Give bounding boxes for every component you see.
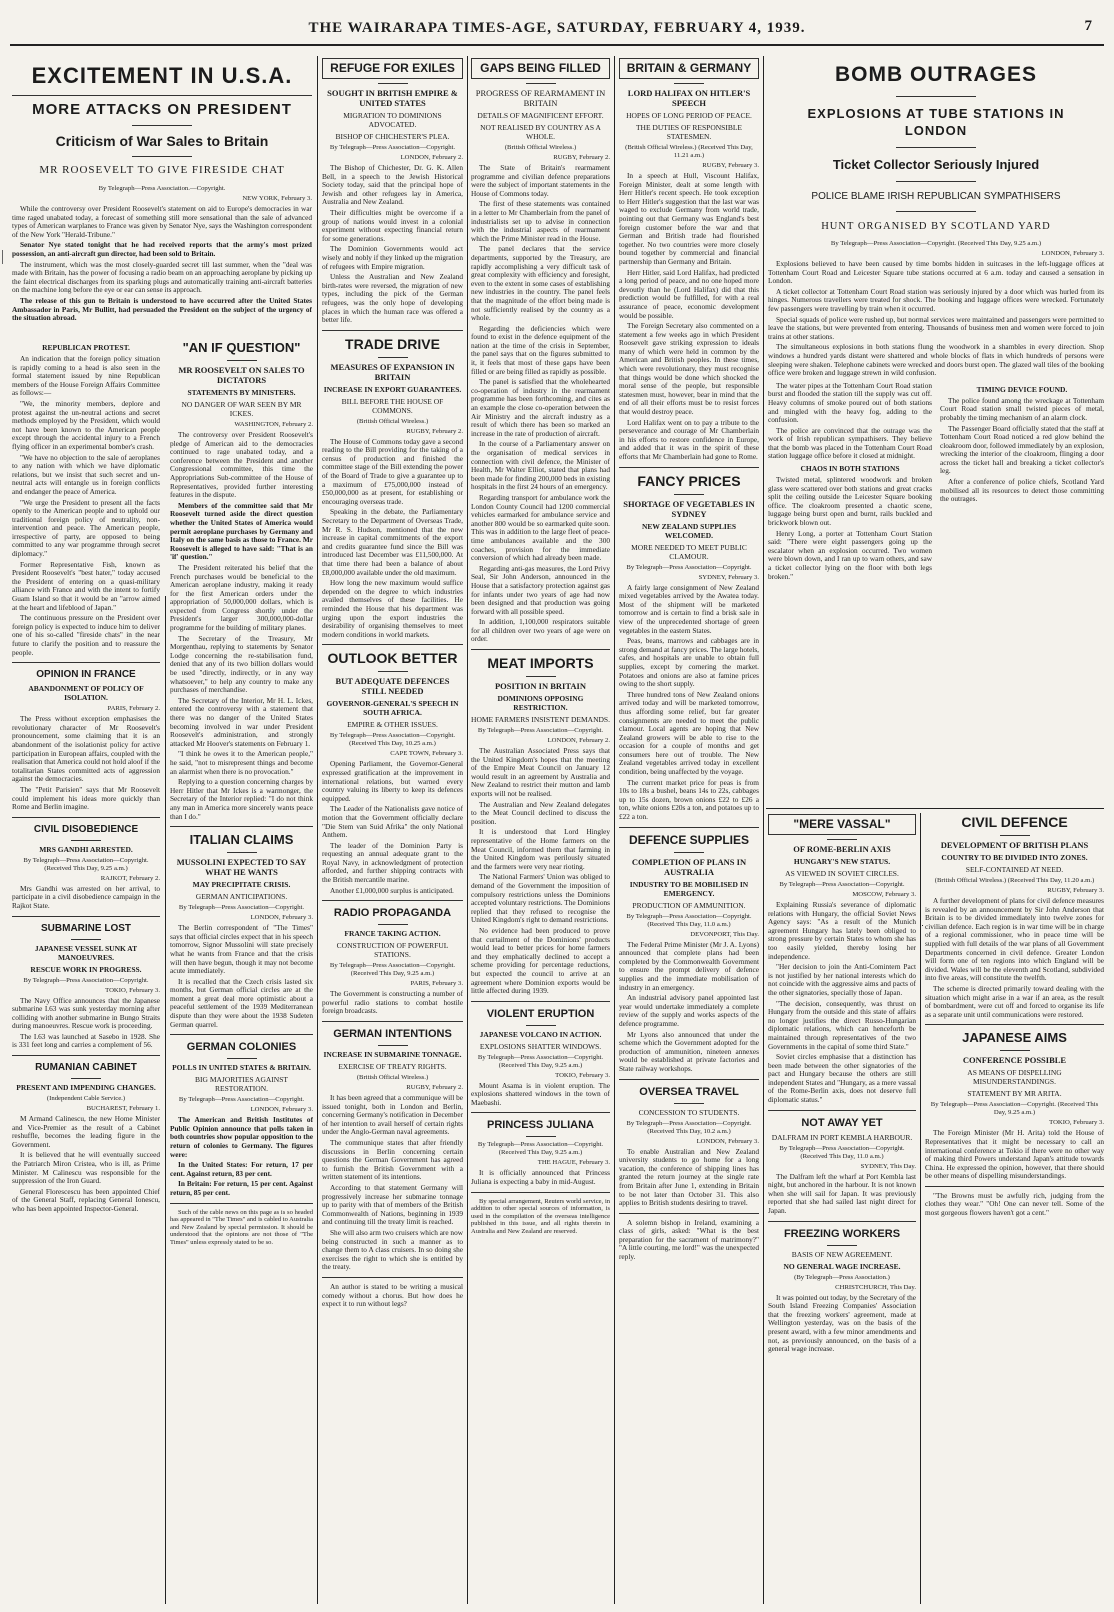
paragraph: "We urge the President to present all the facts openly to the American people and to uphold our traditional foreign policy of neutrality, non-intervention and peace. The American people, irrespective of party, are opposed to being committed to any war programme through secret diplomacy.": [12, 497, 160, 559]
paragraph: Unless the Australian and New Zealand birth-rates were reversed, the migration of new types, including the pick of the German refugees, was the only hope of developing places in which the human race was offered a better life.: [322, 272, 463, 325]
credit-line: By Telegraph—Press Association—Copyright. (Received This Day, 11.0 a.m.): [626, 912, 752, 928]
subhead: PROGRESS OF REARMAMENT IN BRITAIN: [475, 88, 606, 108]
reuters-notice: By special arrangement, Reuters world service, in addition to other special sources of information, is used in the compilation of the overseas intelligence published in this issue, and all rights therein in Australia and New Zealand are reserved.: [471, 1197, 610, 1236]
column-rule: [165, 596, 166, 1604]
paragraph: "We have no objection to the sale of aeroplanes to any nation with which we have diplomatic relations, but we insist that such secret and un-neutral acts will entangle us in foreign conflicts and endanger the peace of America.: [12, 452, 160, 496]
story-headline: OUTLOOK BETTER: [327, 650, 458, 667]
subhead: PRESENT AND IMPENDING CHANGES.: [16, 1083, 156, 1093]
subhead: COUNTRY TO BE DIVIDED INTO ZONES.: [941, 853, 1088, 862]
paragraph: The communique states that after friendly discussions in Berlin concerning certain questions the German Government has agreed to furnish the British Government with a written statement of its intentions.: [322, 1138, 463, 1182]
paragraph: Regarding transport for ambulance work the London County Council had 1200 commercial vehicles earmarked for ambulance service and another 800 would be so earmarked quite soon. This was in addition to the large fleet of peace-time ambulances available and the 300 coaches, provision for the immediate conversion of which had already been made.: [471, 492, 610, 563]
credit-line: (British Official Wireless.): [504, 144, 577, 151]
paragraph: Soviet circles emphasise that a distinction has been made between the other signatories of the pact and Hungary because the others are still independent States and "Hungary, as a mere vassal of the Rome-Berlin axis, does not deserve full diplomatic status.": [768, 1052, 916, 1105]
subhead: JAPANESE VESSEL SUNK AT MANOEUVRES.: [34, 943, 138, 962]
lead-deck: MORE ATTACKS ON PRESIDENT: [32, 101, 292, 118]
paragraph: The first of these statements was contained in a letter to Mr Chamberlain from the panel of industrialists set up to advise in connection with the industrial aspects of rearmament which the Prime Minister read in the House.: [471, 199, 610, 243]
subhead: NO GENERAL WAGE INCREASE.: [783, 1261, 901, 1271]
paragraph: Herr Hitler, said Lord Halifax, had predicted a long period of peace, and no one hoped more devoutly than he (Lord Halifax) did that this prediction would be fulfilled, for with a real assurance of peace, economic development would be possible.: [619, 267, 759, 320]
subhead: MAY PRECIPITATE CRISIS.: [192, 880, 291, 890]
subhead: NOT REALISED BY COUNTRY AS A WHOLE.: [480, 123, 601, 141]
subhead: GOVERNOR-GENERAL'S SPEECH IN SOUTH AFRICA.: [326, 699, 459, 718]
credit-line: By Telegraph—Press Association—Copyright.: [626, 563, 752, 571]
paragraph: Senator Nye stated tonight that he had received reports that the army's most prized possession, an anti-aircraft gun director, had been sold to Britain.: [12, 240, 312, 258]
subhead: FRANCE TAKING ACTION.: [344, 929, 441, 939]
story-headline: OPINION IN FRANCE: [36, 669, 136, 681]
credit-line: By Telegraph—Press Association—Copyright. (Received This Day, 9.25 a.m.): [477, 1053, 604, 1069]
credit-line: By Telegraph—Press Association—Copyright.: [329, 144, 456, 151]
paragraph: Former Representative Fish, known as President Roosevelt's "best hater," today accused the President of entering on a quasi-military alliance with France and with the intent to fortify Guam Island so that it would be an "arrow aimed at the heart and lifeblood of Japan.": [12, 559, 160, 612]
subhead: MEASURES OF EXPANSION IN BRITAIN: [330, 361, 455, 382]
dateline: TOKIO, February 3.: [555, 1071, 610, 1079]
paragraph: The Bishop of Chichester, Dr. G. K. Allen Bell, in a speech to the Jewish Historical Society today, said that the principal hope of Jewish and other refugees lay in America, Australia and New Zealand.: [322, 163, 463, 207]
subhead: NEW ZEALAND SUPPLIES WELCOMED.: [641, 521, 737, 540]
paragraph: Opening Parliament, the Governor-General expressed gratification at the improvement in international relations, but warned every country valuing its liberty to keep its defences equipped.: [322, 759, 463, 803]
paragraph: The "Petit Parisien" says that Mr Roosevelt could implement his ideas more quickly than Rome and Berlin imagine.: [12, 784, 160, 812]
paragraph: The panel is satisfied that the wholehearted co-operation of industry in the rearmament programme has been forthcoming, and cites as an example the close co-operation between the Air Ministry and the aircraft industry as a result of which there has been so marked an increase in the rate of production of aircraft.: [471, 377, 610, 438]
story-headline: GAPS BEING FILLED: [471, 58, 610, 79]
paragraph: The Secretary of the Interior, Mr H. L. Ickes, entered the controversy with a statement that there was no danger of the United States becoming involved in war under President Roosevelt's administration, and strongly attacked Mr Hoover's statements on February 1.: [170, 695, 313, 748]
story-headline: FREEZING WORKERS: [783, 1227, 901, 1240]
paragraph: Lord Halifax went on to pay a tribute to the perseverance and courage of Mr Chamberlain in his efforts to restore confidence in Europe, and added that it was in the spirit of these efforts that Mr Chamberlain had gone to Rome.: [619, 417, 759, 461]
paragraph: The Passenger Board officially stated that the staff at Tottenham Court Road noticed a red glow behind the cloakroom door, followed immediately by an explosion, wrecking the interior of the cloakroom, flinging a door across the ticket hall and breaking a ticket collector's leg.: [940, 423, 1104, 476]
paragraph: The I.63 was launched at Sasebo in 1928. She is 331 feet long and carries a complement of 56.: [12, 1031, 160, 1050]
credit-line: By Telegraph—Press Association—Copyright. (Received This Day, 10.25 a.m.): [329, 732, 456, 748]
paragraph: According to that statement Germany will progressively increase her submarine tonnage up to parity with that of members of the British Commonwealth of Nations, beginning in 1939 and continuing till the treaty limit is reached.: [322, 1182, 463, 1227]
paragraph: Three hundred tons of New Zealand onions arrived today and will be marketed tomorrow, thus affording some relief, but far greater consignments are needed to meet the public clamour. Local agents are hoping that New Zealand growers will be able to rise to the occasion for a couple of months and get consumers here out of trouble. The New Zealand vegetables arrived today in excellent condition, being unaffected by the voyage.: [619, 689, 759, 777]
subhead: RESCUE WORK IN PROGRESS.: [30, 964, 142, 974]
story-headline: NOT AWAY YET: [801, 1116, 883, 1129]
subhead: DOMINIONS OPPOSING RESTRICTION.: [497, 694, 584, 713]
paragraph: The water pipes at the Tottenham Court Road station burst and flooded the station till the supply was cut off. Heavy columns of smoke poured out of both stations and mingled with the heavy fog, adding to the confusion.: [768, 380, 932, 425]
story-headline: FANCY PRICES: [637, 472, 741, 489]
subhead: COMPLETION OF PLANS IN AUSTRALIA: [631, 856, 747, 877]
dateline: SYDNEY, February 3.: [698, 573, 759, 581]
story-headline: RADIO PROPAGANDA: [333, 907, 452, 920]
subhead: EXPLOSIONS SHATTER WINDOWS.: [479, 1041, 602, 1051]
paragraph: A ticket collector at Tottenham Court Road station was seriously injured by a door which was hurled from its hinges. Numerous travellers were treated for shock. The booking and luggage offices were wrecked. Fortunately few passengers were travelling by train when it occurred.: [768, 286, 1104, 313]
story-headline: MEAT IMPORTS: [487, 655, 594, 672]
paragraph: While the controversy over President Roosevelt's statement on aid to Europe's democracies in war time raged unabated today, a forecast of something still more sensational than the sale of advanced types of American warplanes to France was given by Senator Nye, says the Washington correspondent of the New York "Herald-Tribune.": [12, 204, 312, 239]
paragraph: No evidence had been produced to prove that curtailment of the Dominions' products would lead to better prices for home farmers and they emphatically declined to accept a scheme providing for percentage reductions, but expected the council to arrive at an agreement where Dominion exports would be little affected during 1939.: [471, 925, 610, 996]
story-headline: OVERSEA TRAVEL: [639, 1085, 739, 1098]
paragraph: It is believed that he will eventually succeed the Patriarch Miron Cristea, who is ill, as Prime Minister. M Calinescu was responsible for the suppression of the Iron Guard.: [12, 1150, 160, 1186]
paragraph: Twisted metal, splintered woodwork and broken glass were scattered over both stations and great cracks split the ceiling outside the Leicester Square booking office. The cloakroom presented a chaotic scene, luggage being burst open and burnt, rails buckled and brickwork blown out.: [768, 475, 932, 528]
paragraph: The Secretary of the Treasury, Mr Morgenthau, replying to statements by Senator Lodge concerning the re-stabilisation fund, denied that any of its two billion dollars would be used "directly, indirectly, or in any way whatsoever," to help any country to make any purchases of merchandise.: [170, 633, 313, 695]
subhead: THE DUTIES OF RESPONSIBLE STATESMEN.: [635, 123, 743, 141]
dateline: PARIS, February 2.: [107, 705, 160, 713]
paragraph: The instrument, which was the most closely-guarded secret till last summer, when the "deal was made with Britain, has the power of focusing a radio beam on an approaching aeroplane by picking up the faint electrical discharges from its sparking plugs and automatically training anti-aircraft batteries on the machine long before the eye or ear can sense its approach.: [12, 259, 312, 295]
dateline: TOKIO, February 3.: [105, 986, 160, 994]
subhead: ABANDONMENT OF POLICY OF ISOLATION.: [28, 684, 144, 703]
paragraph: The release of this gun to Britain is understood to have occurred after the United States Ambassador in Paris, Mr Bullitt, had persuaded the President on the subject of the urgency of the situation abroad.: [12, 295, 312, 323]
lead-deck: MR ROOSEVELT TO GIVE FIRESIDE CHAT: [39, 164, 285, 176]
paragraph: The scheme is directed primarily toward dealing with the situation which might arise in a war if an area, as the result of bombardment, were cut off and forced to organise its life as a separate unit until communications were restored.: [925, 983, 1104, 1019]
paragraph: The current market price for peas is from 10s to 18s a bushel, beans 14s to 22s, cabbages up to 15s dozen, brown onions £22 to £26 a ton, white onions £20s a ton, and potatoes up to £22 a ton.: [619, 777, 759, 822]
paragraph: The National Farmers' Union was obliged to demand of the Government the imposition of compulsory restrictions unless the Dominions accepted voluntary restrictions. The Dominions replied that they refused to recognise the United Kingdom's right to demand restrictions.: [471, 872, 610, 925]
subhead: BILL BEFORE THE HOUSE OF COMMONS.: [341, 396, 444, 415]
paragraph: In Britain: For return, 15 per cent. Against return, 85 per cent.: [170, 1179, 313, 1197]
subhead: HOPES OF LONG PERIOD OF PEACE.: [626, 111, 752, 120]
paragraph: The Dalfram left the wharf at Port Kembla last night, but anchored in the harbour. It is not known when she will sail for Japan. It was previously reported that she had sailed last night direct for Japan.: [768, 1171, 916, 1216]
column-rule: [763, 56, 764, 1604]
subhead: INDUSTRY TO BE MOBILISED IN EMERGENCY.: [629, 879, 749, 898]
paragraph: The continuous pressure on the President over foreign policy is expected to induce him to deliver one of his so-called "fireside chats" in the near future to clarify the position and to reassure the people.: [12, 613, 160, 657]
column-5: [619, 58, 759, 1608]
paragraph: After a conference of police chiefs, Scotland Yard mobilised all its resources to detect those committing the outrages.: [940, 477, 1104, 504]
subhead: POLLS IN UNITED STATES & BRITAIN.: [172, 1063, 311, 1073]
lead-deck: Criticism of War Sales to Britain: [55, 133, 269, 149]
masthead-rule: [10, 44, 1104, 46]
column-3: [322, 58, 463, 1608]
dateline: CAPE TOWN, February 3.: [390, 750, 463, 758]
paragraph: Members of the committee said that Mr Roosevelt turned aside the direct question whether the United States of America would permit aeroplane purchases by Germany and Italy on the same basis as those to France. Mr Roosevelt is alleged to have said: "That is an 'if' question.": [170, 500, 313, 562]
paragraph: Mr Lyons also announced that under the scheme which the Government adopted for the production of ammunition, nineteen annexes would be established at private factories and State railway workshops.: [619, 1029, 759, 1073]
credit-line: By Telegraph—Press Association—Copyright. (Received This Day, 11.0 a.m.): [779, 1144, 905, 1160]
lead-deck: HUNT ORGANISED BY SCOTLAND YARD: [821, 221, 1051, 232]
column-rule: [920, 813, 921, 1604]
dateline: LONDON, February 3.: [696, 1137, 759, 1145]
lead-deck: POLICE BLAME IRISH REPUBLICAN SYMPATHISERS: [811, 191, 1061, 202]
dateline: RUGBY, February 2.: [406, 427, 463, 435]
paragraph: The Leader of the Nationalists gave notice of motion that the Government officially declare "Die Stem van Suid Afrika" the only National Anthem.: [322, 804, 463, 840]
story-headline: TRADE DRIVE: [345, 335, 440, 352]
subhead: GERMAN ANTICIPATIONS.: [195, 892, 288, 902]
paragraph: An industrial advisory panel appointed last year would undertake immediately a complete review of the supply and works aspects of the defence programme.: [619, 993, 759, 1028]
credit-line: (British Official Wireless.) (Received This Day, 11.21 a.m.): [625, 144, 753, 159]
column-rule: [317, 56, 318, 1604]
lead-headline: EXCITEMENT IN U.S.A.: [31, 63, 293, 88]
story-headline: BRITAIN & GERMANY: [619, 58, 759, 79]
dateline: TOKIO, February 3.: [1049, 1119, 1104, 1127]
dateline: DEVONPORT, This Day.: [690, 930, 759, 938]
paragraph: The police are convinced that the outrage was the work of Irish republican sympathisers. They believe that the bomb was placed in the Tottenham Court Road station luggage office before it closed at midnight.: [768, 425, 932, 461]
story-headline: CIVIL DEFENCE: [961, 814, 1068, 830]
subhead: DETAILS OF MAGNIFICENT EFFORT.: [477, 111, 604, 120]
subhead: TIMING DEVICE FOUND.: [976, 384, 1068, 394]
paragraph: An indication that the foreign policy situation is rapidly coming to a head is also seen in the formal statement issued by nine Republican members of the House Foreign Affairs Committee as follows:—: [12, 354, 160, 398]
subhead: EMPIRE & OTHER ISSUES.: [347, 720, 438, 730]
column-1: [12, 340, 160, 1602]
dateline: NEW YORK, February 3.: [242, 195, 312, 202]
filler-joke: A solemn bishop in Ireland, examining a class of girls, asked: "What is the best preparation for the sacrament of matrimony?" "A little courting, me lord!" was the unexpected reply.: [619, 1217, 759, 1262]
dateline: THE HAGUE, February 3.: [537, 1159, 610, 1167]
paragraph: The Press without exception emphasises the revolutionary character of Mr Roosevelt's pronouncement, some claiming that it is an abandonment of the isolationist policy for active participation in European affairs, coupled with the realisation that America could not hold aloof if the totalitarian States committed acts of aggression against the democracies.: [12, 714, 160, 784]
paragraph: It is understood that Lord Hingley representative of the Home farmers on the Meat Council, informed them that farming in the United Kingdom was perilously situated and the farmers were very near rioting.: [471, 827, 610, 871]
paragraph: In a speech at Hull, Viscount Halifax, Foreign Minister, dealt at some length with Herr Hitler's recent speech. He took exception to Herr Hitler's suggestion that the last war was waged to exclude Germany from world trade, pointing out that Germany was England's best foreign customer before the war and that German and British trade had flourished together. No two countries were more closely bound together by commercial and financial partnership than Germany and Britain.: [619, 171, 759, 266]
subhead: PRODUCTION OF AMMUNITION.: [632, 900, 746, 910]
story-headline: RUMANIAN CABINET: [35, 1062, 137, 1074]
credit-line: By Telegraph—Press Association—Copyright.: [178, 904, 305, 912]
column-rule: [467, 56, 468, 1604]
story-headline: DEFENCE SUPPLIES: [628, 832, 750, 847]
dateline: LONDON, February 2.: [400, 154, 463, 161]
paragraph: The American and British Institutes of Public Opinion announce that polls taken in both countries show popular opposition to the return of colonies to Germany. The figures were:: [170, 1115, 313, 1159]
credit-line: (British Official Wireless.) (Received This Day, 11.20 a.m.): [934, 877, 1095, 884]
paragraph: The State of Britain's rearmament programme and civilian defence preparations were the subject of important statements in the House of Commons today.: [471, 163, 610, 198]
paragraph: To enable Australian and New Zealand university students to go home for a long vacation, the conference of shipping lines has granted the return journey at the single rate from Britain after June 1, extending in Britain to be not later than October 31. This also applies to British students desiring to travel.: [619, 1146, 759, 1208]
paragraph: Special squads of police were rushed up, but normal services were maintained and passengers were permitted to leave the stations, but were prevented from entering. Thousands of business men and women were forced to join trains at other stations.: [768, 314, 1104, 341]
story-headline: GERMAN COLONIES: [186, 1041, 297, 1054]
subhead: AS MEANS OF DISPELLING MISUNDERSTANDINGS.: [967, 1068, 1062, 1087]
paragraph: "The decision, consequently, was thrust on Hungary from the outside and this state of affairs no longer justifies the direct Russo-Hungarian diplomatic relations, which can henceforth be maintained through representatives of the two Governments in the capital of some third State.": [768, 998, 916, 1051]
subhead: HUNGARY'S NEW STATUS.: [793, 857, 891, 866]
subhead: BISHOP OF CHICHESTER'S PLEA.: [335, 132, 450, 141]
masthead: [0, 0, 1114, 44]
margin-mark: [2, 250, 11, 264]
subhead: INCREASE IN SUBMARINE TONNAGE.: [323, 1050, 462, 1060]
subhead: SELF-CONTAINED AT NEED.: [965, 865, 1064, 874]
subhead: AS VIEWED IN SOVIET CIRCLES.: [785, 869, 899, 878]
credit-line: (By Telegraph—Press Association.): [794, 1273, 890, 1281]
paragraph: Mrs Gandhi was arrested on her arrival, to participate in a civil disobedience campaign in the Rajkot State.: [12, 883, 160, 910]
story-headline: PRINCESS JULIANA: [487, 1119, 594, 1132]
subhead: LORD HALIFAX ON HITLER'S SPEECH: [627, 88, 751, 108]
lead-deck: Ticket Collector Seriously Injured: [832, 157, 1040, 172]
column-rule: [922, 925, 923, 926]
dateline: BUCHAREST, February 1.: [86, 1105, 160, 1113]
filler-joke: "The Browns must be awfully rich, judging from the clothes they wear." "Oh! One can never tell. Some of the most gorgeous flowers haven't got a cent.": [925, 1190, 1104, 1218]
column-rule: [614, 56, 615, 1604]
credit-line: By Telegraph—Press Association.—Copyright.: [98, 185, 226, 192]
dateline: SYDNEY, This Day.: [860, 1162, 916, 1170]
credit-line: By Telegraph—Press Association—Copyright.: [178, 1096, 305, 1104]
story-headline: ITALIAN CLAIMS: [189, 832, 294, 848]
paragraph: The panel declares that the service departments, supported by the Treasury, are rapidly accomplishing a very difficult task of great complexity with efficiency and foresight, even to the extent in some cases of establishing new industries in the country. The panel feels that the magnitude of the effort being made is not sufficiently realised by the country as a whole.: [471, 244, 610, 323]
paragraph: A fairly large consignment of New Zealand mixed vegetables arrived by the Awatea today. Most of the shipment will be marketed tomorrow and is certain to find a brisk sale in view of the unprecedented shortage of green vegetables in the eastern States.: [619, 582, 759, 635]
page-number: 7: [1084, 18, 1092, 34]
dateline: RUGBY, February 2.: [406, 1084, 463, 1092]
filler-joke: An author is stated to be writing a musical comedy without a chorus. But how does he expect it to run without legs?: [322, 1281, 463, 1309]
paragraph: The Australian Associated Press says that the United Kingdom's hopes that the meeting of the Empire Meat Council on January 12 would result in an agreement by Australia and New Zealand to restrict their mutton and lamb exports will not be realised.: [471, 746, 610, 799]
bomb-story: [768, 58, 1104, 808]
masthead-title: THE WAIRARAPA TIMES-AGE, SATURDAY, FEBRUARY 4, 1939.: [308, 20, 806, 36]
paragraph: The controversy over President Roosevelt's pledge of American aid to the democracies continued to rage unabated today, and a conference between the President and another Congressional committee, this time the Appropriations Sub-committee of the House of Representatives, provided further interesting features in the dispute.: [170, 430, 313, 500]
story-headline: CIVIL DISOBEDIENCE: [33, 823, 139, 835]
column-4: [471, 58, 610, 1608]
subhead: MORE NEEDED TO MEET PUBLIC CLAMOUR.: [631, 542, 747, 561]
credit-line: By Telegraph—Press Association—Copyright.: [779, 881, 905, 888]
credit-line: (British Official Wireless.): [356, 417, 429, 425]
subhead: STATEMENTS BY MINISTERS.: [187, 388, 296, 397]
dateline: MOSCOW, February 3.: [852, 891, 916, 898]
paragraph: M Armand Calinescu, the new Home Minister and Vice-Premier as the result of a Cabinet reshuffle, becomes the leading figure in the Government.: [12, 1114, 160, 1149]
paragraph: Mount Asama is in violent eruption. The explosions shattered windows in the town of Maebashi.: [471, 1080, 610, 1107]
subhead: STATEMENT BY MR ARITA.: [967, 1089, 1062, 1099]
paragraph: Their difficulties might be overcome if a group of nations would invest in a colonial experiment without expecting financial return for some generations.: [322, 207, 463, 243]
story-headline: SUBMARINE LOST: [41, 922, 131, 934]
dateline: RUGBY, February 3.: [702, 162, 759, 169]
paragraph: Speaking in the debate, the Parliamentary Secretary to the Department of Overseas Trade, Mr R. S. Hudson, mentioned that the new increase in capital commitments of the export and credits guarantee fund since the Bill was introduced last December was £11,500,000. At that time there had been a balance of about £8,000,000 available under the old maximum.: [322, 507, 463, 577]
dateline: LONDON, February 2.: [547, 737, 610, 745]
paragraph: General Florescescu has been appointed Chief of the General Staff, replacing General Ionescu, who has been appointed Inspector-General.: [12, 1186, 160, 1213]
dateline: CHRISTCHURCH, This Day.: [835, 1283, 916, 1291]
credit-line: By Telegraph—Press Association—Copyright. (Received This Day, 9.25 a.m.): [930, 1101, 1099, 1117]
paragraph: It is officially announced that Princess Juliana is expecting a baby in mid-August.: [471, 1168, 610, 1187]
subhead: JAPANESE VOLCANO IN ACTION.: [479, 1029, 602, 1039]
column-6: [768, 814, 916, 1604]
paragraph: In addition, 1,100,000 respirators suitable for all children over two years of age were on order.: [471, 617, 610, 644]
subhead: POSITION IN BRITAIN: [494, 681, 586, 692]
subhead: CHAOS IN BOTH STATIONS: [800, 464, 900, 474]
subhead: BASIS OF NEW AGREEMENT.: [791, 1249, 893, 1259]
credit-line: By Telegraph—Press Association—Copyright. (Received This Day, 9.25 a.m.): [477, 1141, 604, 1157]
lead-deck: EXPLOSIONS AT TUBE STATIONS IN LONDON: [807, 106, 1065, 138]
paragraph: The Government is constructing a number of powerful radio stations to combat hostile foreign broadcasts.: [322, 989, 463, 1016]
story-headline: REFUGE FOR EXILES: [322, 58, 463, 79]
subhead: BIG MAJORITIES AGAINST RESTORATION.: [195, 1075, 288, 1094]
column-7: [925, 814, 1104, 1604]
paragraph: Replying to a question concerning charges by Herr Hitler that Mr Ickes is a warmonger, the Secretary of the Interior replied: "I do not think any man in America more sincerely wants peace than I do.": [170, 777, 313, 821]
paragraph: Henry Long, a porter at Tottenham Court Station said: "There were eight passengers going up the escalator when an explosion occurred. Two women were blown down, and I ran up to warn others, and saw a ticket collector lying on the floor with both legs broken.": [768, 528, 932, 581]
subhead: CONSTRUCTION OF POWERFUL STATIONS.: [336, 941, 449, 960]
paragraph: Regarding anti-gas measures, the Lord Privy Seal, Sir John Anderson, announced in the House that a satisfactory protection against gas for infants under two years of age had now been designed and that production was going forward with all possible speed.: [471, 563, 610, 616]
dateline: LONDON, February 3.: [1041, 250, 1104, 257]
credit-line: By Telegraph—Press Association—Copyright. (Received This Day, 9.25 a.m.): [23, 856, 149, 872]
story-headline: "AN IF QUESTION": [182, 340, 301, 355]
paragraph: A further development of plans for civil defence measures is revealed by an announcement by Sir John Anderson that Britain is to be divided immediately into twelve zones for civilian defence. Each region is in war time will be in charge of a regional commissioner, who in peace time will be supplied with full details of the war plans of all Government Departments concerned in civil defence. Greater London will form one of ten regions into which England will be divided. Wales will be the eleventh and Scotland, subdivided into five areas, will constitute the twelfth.: [925, 896, 1104, 983]
dateline: WASHINGTON, February 2.: [234, 421, 313, 428]
dateline: RAJKOT, February 2.: [100, 874, 160, 882]
subhead: HOME FARMERS INSISTENT DEMANDS.: [471, 715, 610, 725]
paragraph: The President reiterated his belief that the French purchases would be beneficial to the American aeroplane industry, making it ready for the first American orders under the appropriation of 50,000,000 dollars, which is expected from Congress shortly under the President's larger 300,000,000-dollar programme for the building of military planes.: [170, 562, 313, 633]
subhead: DEVELOPMENT OF BRITISH PLANS: [940, 840, 1089, 850]
subhead: REPUBLICAN PROTEST.: [42, 343, 130, 352]
paragraph: "Her decision to join the Anti-Comintern Pact is not justified by her national interests which do not coincide with the aggressive aims and pacts of the other signatories, specially those of Japan.: [768, 962, 916, 997]
subhead: MIGRATION TO DOMINIONS ADVOCATED.: [343, 111, 442, 129]
paragraph: It has been agreed that a communique will be issued tonight, both in London and Berlin, concerning Germany's notification in December of her intention to avail herself of certain rights under the Anglo-German naval agreements.: [322, 1093, 463, 1137]
paragraph: Explosions believed to have been caused by time bombs hidden in suitcases in the left-luggage offices at Tottenham Court Road and Leicester Square tube stations occurred at 6 a.m. today and caused a sensation in London.: [768, 259, 1104, 286]
section-rule: [766, 808, 1104, 809]
story-headline: JAPANESE AIMS: [962, 1030, 1067, 1046]
credit-line: (Independent Cable Service.): [46, 1095, 126, 1103]
paragraph: In the course of a Parliamentary answer on the organisation of medical services in connection with civil defence, the Minister of Health, Mr Walter Elliot, stated that plans had been made for finding 200,000 beds in existing hospitals in the first 24 hours of an emergency.: [471, 439, 610, 492]
subhead: OF ROME-BERLIN AXIS: [793, 844, 891, 854]
credit-line: (British Official Wireless.): [356, 1074, 429, 1082]
subhead: CONCESSION TO STUDENTS.: [638, 1107, 740, 1117]
subhead: SHORTAGE OF VEGETABLES IN SYDNEY: [623, 498, 755, 519]
credit-line: By Telegraph—Press Association—Copyright.: [477, 727, 604, 735]
dateline: LONDON, February 3.: [250, 914, 313, 922]
dateline: PARIS, February 3.: [410, 980, 463, 988]
subhead: BUT ADEQUATE DEFENCES STILL NEEDED: [335, 676, 450, 697]
paragraph: It was pointed out today, by the Secretary of the South Island Freezing Companies' Association that the freezing workers' agreement, made at Wellington yesterday, was on the basis of the present award, with a few minor amendments and not, as previously announced, on the basis of a general wage increase.: [768, 1292, 916, 1354]
paragraph: It is recalled that the Czech crisis lasted six months, but German official circles are at the moment a great deal more optimistic about a peaceful settlement of the 1939 Mediterranean dispute than they were about the 1938 Sudeten German quarrel.: [170, 976, 313, 1029]
paragraph: The simultaneous explosions in both stations flung the woodwork in a shambles in every direction. Shop windows a hundred yards distant were shattered and whole blocks of flats in which hundreds of persons were sleeping were shaken. Telephone cabinets were wrecked and doors burst open. The glazed wall tiles of the booking office were broken and luggage strewn in wild confusion.: [768, 342, 1104, 378]
story-headline: GERMAN INTENTIONS: [333, 1028, 452, 1041]
story-headline: BOMB OUTRAGES: [835, 63, 1037, 86]
subhead: MUSSOLINI EXPECTED TO SAY WHAT HE WANTS: [176, 857, 307, 878]
subhead: DALFRAM IN PORT KEMBLA HARBOUR.: [771, 1132, 913, 1142]
dateline: RUGBY, February 2.: [553, 154, 610, 161]
paragraph: The House of Commons today gave a second reading to the Bill providing for the taking of a census of production and finished the committee stage of the Bill extending the power of the Board of Trade to give a guarantee up to a maximum of £75,000,000 instead of £50,000,000 as at present, for establishing or encouraging overseas trade.: [322, 436, 463, 506]
story-headline: VIOLENT ERUPTION: [486, 1007, 595, 1020]
paragraph: Regarding the deficiencies which were found to exist in the defence equipment of the nation at the time of the crisis in September, the panel says that on the figures submitted to it, it feels that most of these gaps have been filled or are being filled as rapidly as possible.: [471, 323, 610, 376]
times-notice: Such of the cable news on this page as is so headed has appeared in "The Times" and is cabled to Australia and New Zealand by special permission. It should be understood that the opinions are not those of "The Times" unless expressly stated to be so.: [170, 1208, 313, 1246]
dateline: LONDON, February 3.: [250, 1106, 313, 1114]
paragraph: The Federal Prime Minister (Mr J. A. Lyons) announced that complete plans had been completed by the Commonwealth Government to ensure the prompt delivery of defence supplies and the immediate mobilisation of industry in an emergency.: [619, 939, 759, 992]
paragraph: The Dominion Governments would act wisely and nobly if they linked up the migration of refugees with Empire migration.: [322, 244, 463, 271]
paragraph: "We, the minority members, deplore and protest against the un-neutral actions and secret methods employed by the President, which would not have been known to the American people except through the accidental injury to a French flying officer in an experimental bomber's crash.: [12, 398, 160, 451]
paragraph: The Navy Office announces that the Japanese submarine I.63 was sunk yesterday morning after colliding with another submarine in Bungo Straits during manoeuvres. Rescue work is proceeding.: [12, 995, 160, 1031]
subhead: INCREASE IN EXPORT GUARANTEES.: [323, 384, 462, 394]
paragraph: The Foreign Minister (Mr H. Arita) told the House of Representatives that it might be necessary to call an international conference at Tokio if there were no other way of making third Powers understand Japan's attitude towards China. He expressed the opinion, however, that there should be other means of dispelling misunderstandings.: [925, 1128, 1104, 1181]
subhead: SOUGHT IN BRITISH EMPIRE & UNITED STATES: [327, 88, 458, 108]
paragraph: She will also arm two cruisers which are now being constructed in such a manner as to change them to A class cruisers. In so doing she exercises the right to which she is entitled by the treaty.: [322, 1227, 463, 1272]
paragraph: The Berlin correspondent of "The Times" says that official circles expect that in his speech tomorrow, Signor Mussolini will state precisely what he wants from France and that the crisis will then have begun, though it may not become acute immediately.: [170, 923, 313, 976]
paragraph: Peas, beans, marrows and cabbages are in strong demand at fancy prices. The large hotels, cafes, and hospitals are unable to obtain full supplies, except by cornering the market. Potatoes and onions are also at famine prices owing to the short supply.: [619, 636, 759, 689]
paragraph: The Foreign Secretary also commented on a statement a few weeks ago in which President Roosevelt gave striking expression to ideals many of which were held in common by the American and British peoples. In these times, which were revolutionary, they must recognise that things would be done which shocked the moral sense of the people, but responsible statesmen must, however, bear in mind that the end of all their efforts must be to resist forces that would destroy peace.: [619, 321, 759, 417]
paragraph: The leader of the Dominion Party is requesting an annual adequate grant to the Royal Navy, in acknowledgment of protection afforded, and further shipping contracts with the British mercantile marine.: [322, 840, 463, 885]
subhead: CONFERENCE POSSIBLE: [962, 1055, 1067, 1066]
dateline: RUGBY, February 3.: [1047, 887, 1104, 894]
subhead: MR ROOSEVELT ON SALES TO DICTATORS: [178, 365, 305, 385]
paragraph: Another £1,000,000 surplus is anticipated.: [330, 885, 454, 895]
subhead: EXERCISE OF TREATY RIGHTS.: [338, 1062, 447, 1072]
paragraph: The Australian and New Zealand delegates to the Meat Council declined to discuss the position.: [471, 799, 610, 826]
subhead: MRS GANDHI ARRESTED.: [39, 844, 133, 854]
credit-line: By Telegraph—Press Association—Copyright. (Received This Day, 9.25 a.m.): [329, 962, 456, 978]
paragraph: How long the new maximum would suffice depended on the degree to which industries availed themselves of these facilities. He reminded the House that his department was urging upon the export industries the desirability of organising themselves to meet modern conditions in world markets.: [322, 578, 463, 639]
story-headline: "MERE VASSAL": [768, 814, 916, 835]
column-2: [170, 340, 313, 1602]
paragraph: "I think he owes it to the American people," he said, "not to misrepresent things and become an alarmist when there is no provocation.": [170, 749, 313, 776]
paragraph: In the United States: For return, 17 per cent. Against return, 83 per cent.: [170, 1160, 313, 1178]
credit-line: By Telegraph—Press Association—Copyright.: [23, 976, 149, 984]
paragraph: Explaining Russia's severance of diplomatic relations with Hungary, the official Soviet News Agency says: "As a result of the Munich agreement Hungary has lately been obliged to strong pressure by certain States to whom she has too easily yielded, thereby losing her independence.: [768, 900, 916, 961]
credit-line: By Telegraph—Press Association—Copyright. (Received This Day, 9.25 a.m.): [830, 240, 1042, 247]
subhead: NO DANGER OF WAR SEEN BY MR ICKES.: [181, 400, 302, 418]
credit-line: By Telegraph—Press Association—Copyright. (Received This Day, 10.2 a.m.): [626, 1119, 752, 1135]
paragraph: The police found among the wreckage at Tottenham Court Road station small twisted pieces of metal, probably the timing mechanism of an alarm clock.: [940, 395, 1104, 422]
